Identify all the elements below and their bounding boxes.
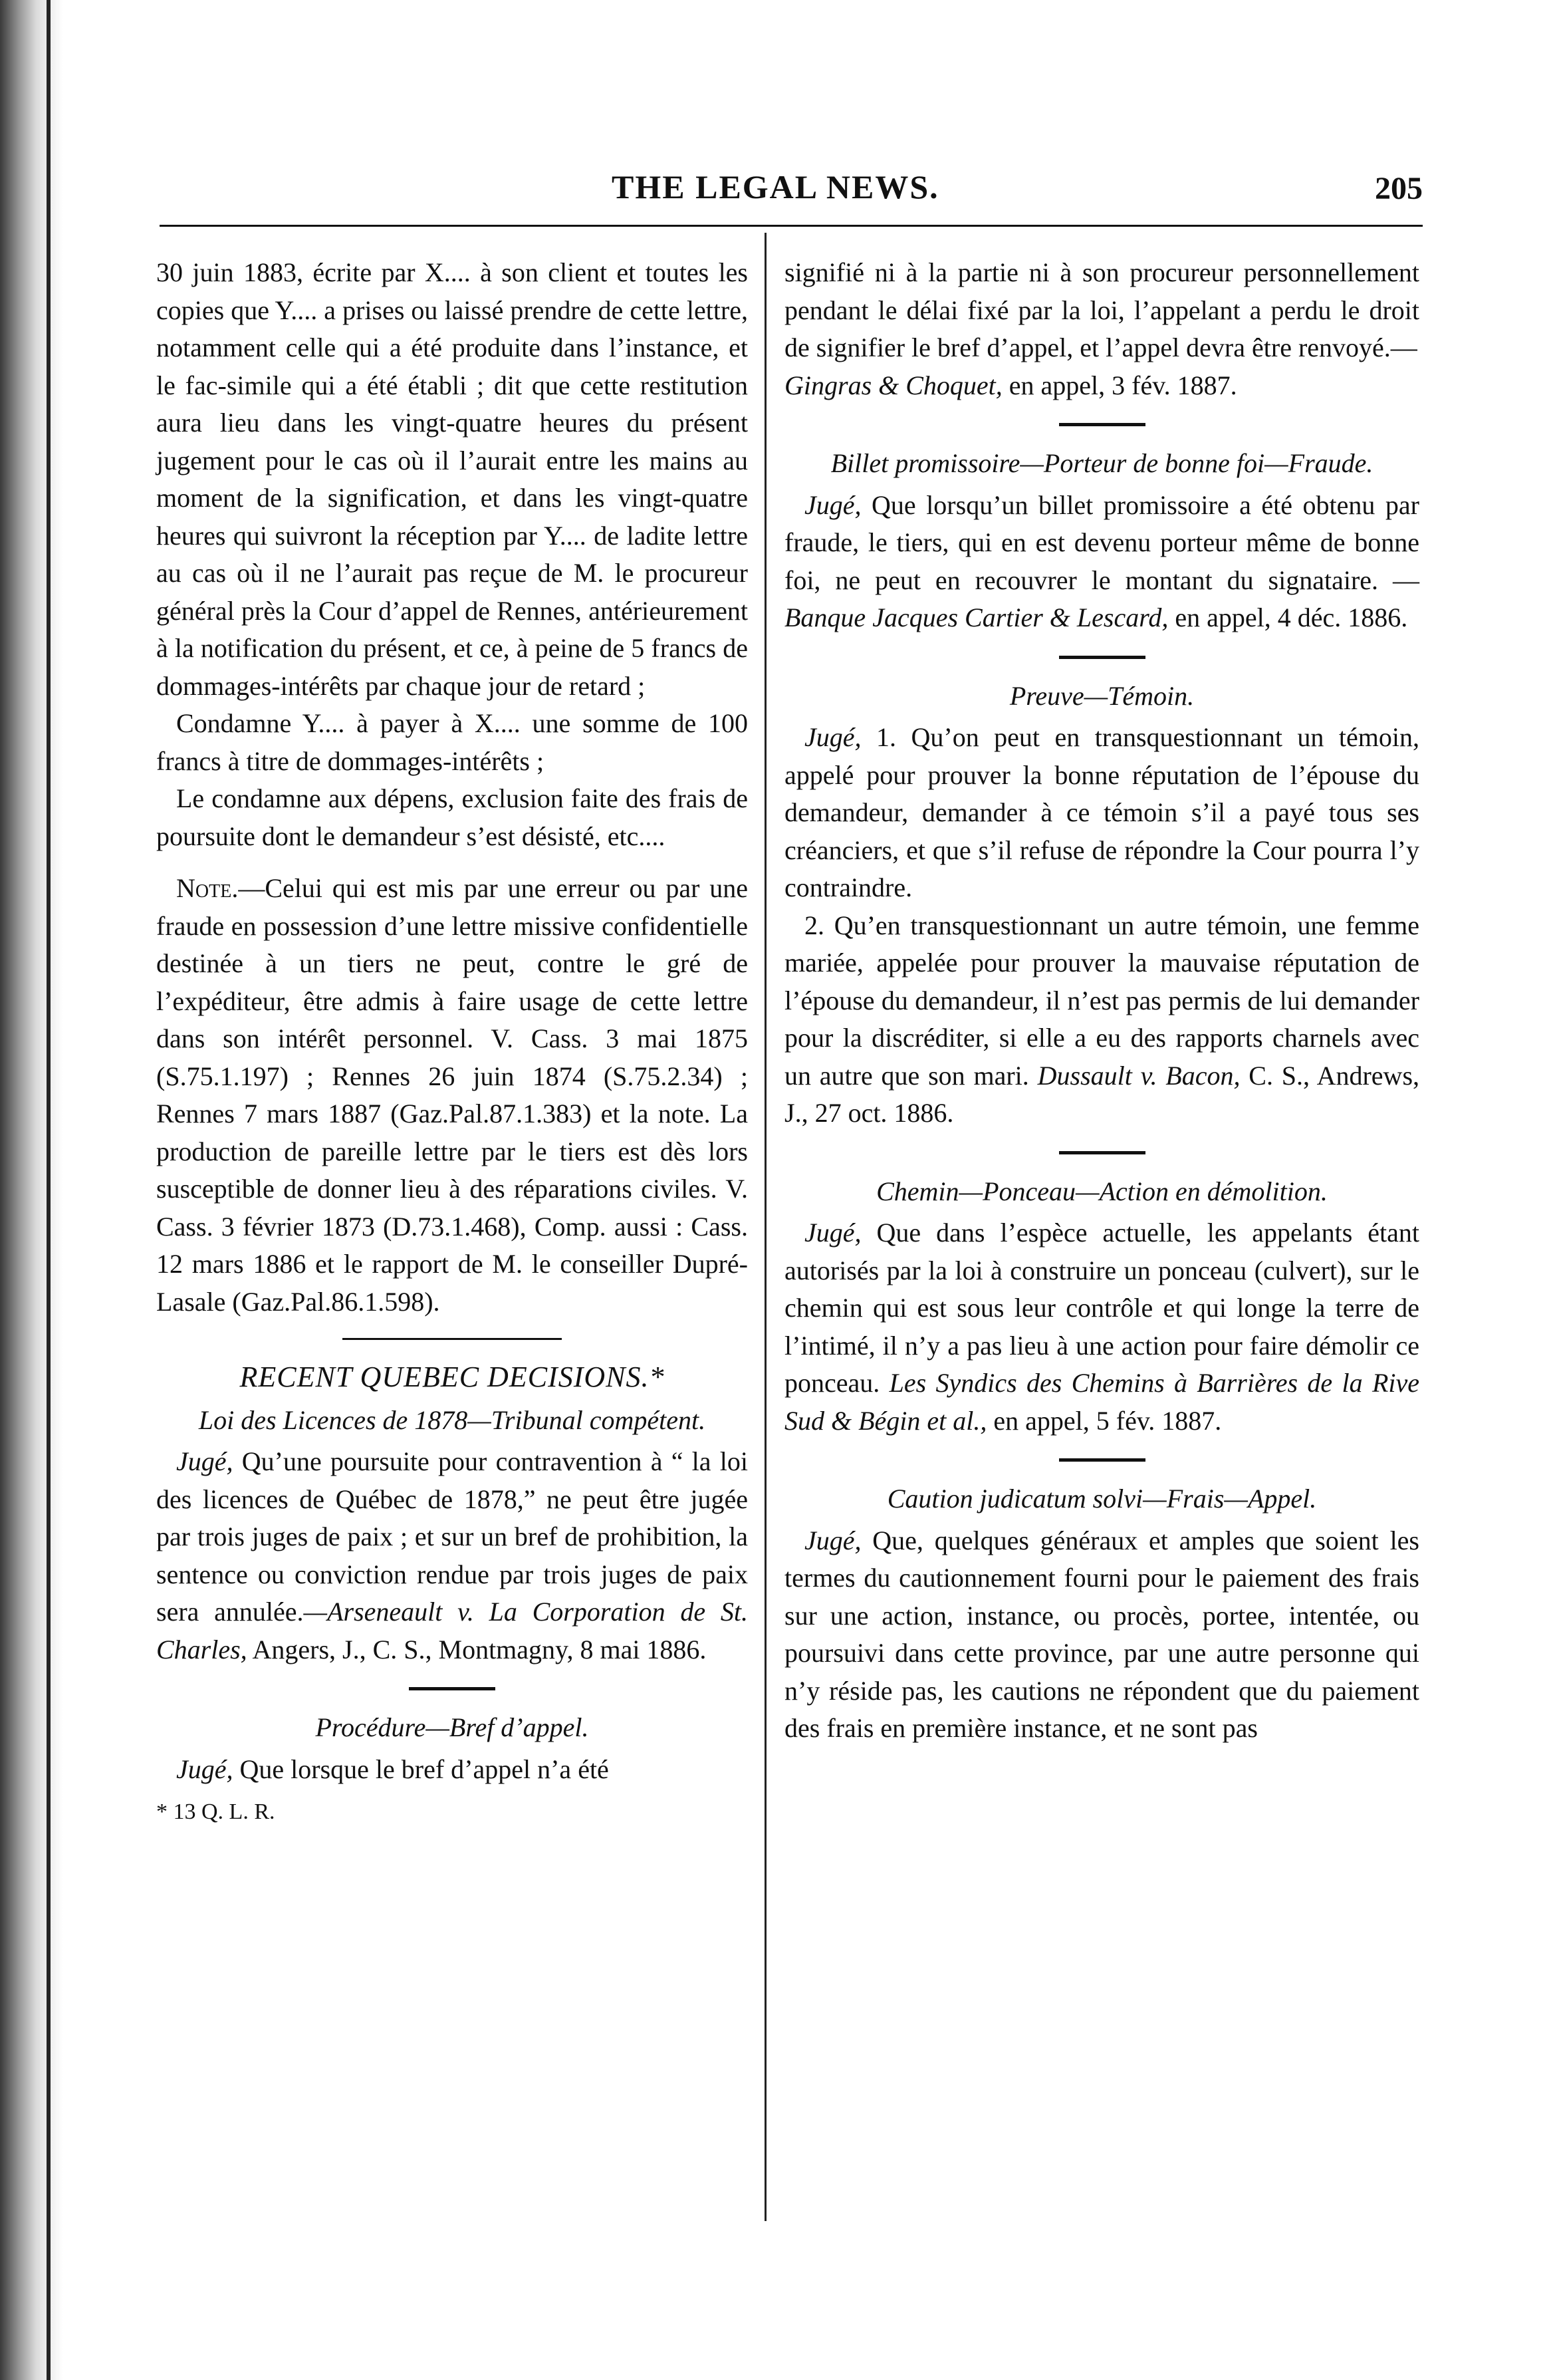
case-court: Angers, J., C. S., Montmagny, 8 mai 1886.: [247, 1634, 707, 1664]
case-heading-caution: Caution judicatum solvi—Frais—Appel.: [887, 1484, 1317, 1514]
right-column: [784, 254, 1419, 1748]
case-text: signifié ni à la partie ni à son procureur personnellement pendant le délai fixé par la loi, l’appelant a perdu le droit de signifier le bref d’appel, et l’appel devra être renvoyé.—: [784, 257, 1419, 362]
case-separator: [1059, 656, 1145, 659]
judgment-paragraph-1: 30 juin 1883, écrite par X.... à son client et toutes les copies que Y.... a prises ou laissé prendre de cette lettre, notamment celle qui a été produite dans l’instance, et le fac-simile qui a été établi ; dit que cette restitution aura lieu dans les vingt-quatre heures du présent jugement pour le cas où il l’aurait entre les mains au moment de la signification, et dans les vingt-quatre heures qui suivront la réception par Y.... de ladite lettre au cas où il ne l’aurait pas reçue de M. le procureur général près la Cour d’appel de Rennes, antérieurement à la notification du présent, et ce, à peine de 5 francs de dommages-intérêts par chaque jour de retard ;: [156, 257, 748, 701]
case-court: C. S., Andrews, J., 27 oct. 1886.: [784, 1060, 1420, 1128]
case-parties: Banque Jacques Cartier & Lescard,: [784, 602, 1169, 632]
judgment-paragraph-3: Le condamne aux dépens, exclusion faite des frais de poursuite dont le demandeur s’est désisté, etc....: [156, 783, 748, 851]
case-procedure-start: [156, 1751, 748, 1789]
case-heading-billet: Billet promissoire—Porteur de bonne foi—Fraude.: [830, 448, 1373, 478]
note-label: Note.: [176, 873, 239, 903]
case-court: en appel, 3 fév. 1887.: [1002, 370, 1237, 400]
case-chemin: [784, 1214, 1419, 1440]
juge-label: Jugé,: [176, 1754, 233, 1784]
case-text: Que, quelques généraux et amples que soient les termes du cautionnement fourni pour le paiement des frais sur une action, instance, ou procès, portee, intentée, ou poursuivi dans cette province, par une autre personne qui n’y réside pas, les cautions ne répondent que du paiement des frais en première instance, et ne sont pas: [784, 1525, 1419, 1743]
case-billet: [784, 487, 1419, 637]
case-parties: Les Syndics des Chemins à Barrières de la Rive Sud & Bégin et al.,: [784, 1368, 1419, 1436]
case-parties: Gingras & Choquet,: [784, 370, 1003, 400]
column-divider: [765, 233, 767, 2221]
case-parties: Dussault v. Bacon,: [1037, 1060, 1241, 1091]
note-paragraph: [156, 870, 748, 1321]
left-column: [156, 254, 748, 1831]
footnote: * 13 Q. L. R.: [156, 1799, 275, 1824]
scan-binding-edge: [0, 0, 63, 2380]
case-separator: [409, 1687, 495, 1690]
case-heading-chemin: Chemin—Ponceau—Action en démolition.: [876, 1176, 1328, 1206]
case-text: 1. Qu’on peut en transquestionnant un témoin, appelé pour prouver la bonne réputation de l’épouse du demandeur, demander à ce témoin s’il a payé tous ses créanciers, et que s’il refuse de répondre la Cour pourra l’y contraindre.: [784, 722, 1419, 902]
section-rule: [342, 1338, 562, 1340]
case-procedure-cont: [784, 254, 1419, 404]
header-rule: [160, 225, 1423, 227]
case-heading-preuve: Preuve—Témoin.: [1009, 680, 1195, 711]
page-number: 205: [1375, 171, 1423, 206]
case-text: Que lorsqu’un billet promissoire a été obtenu par fraude, le tiers, qui en est devenu porteur même de bonne foi, ne peut en recouvrer le montant du signataire. —: [784, 489, 1419, 595]
case-caution: [784, 1522, 1419, 1748]
case-court: en appel, 4 déc. 1886.: [1168, 602, 1408, 632]
binding-line: [47, 0, 51, 2380]
case-heading-procedure: Procédure—Bref d’appel.: [315, 1712, 589, 1742]
case-licences: [156, 1443, 748, 1668]
note-text: —Celui qui est mis par une erreur ou par une fraude en possession d’une lettre missive confidentielle destinée à un tiers ne peut, contre le gré de l’expéditeur, être admis à faire usage de cette lettre dans son intérêt personnel. V. Cass. 3 mai 1875 (S.75.1.197) ; Rennes 26 juin 1874 (S.75.2.34) ; Rennes 7 mars 1887 (Gaz.Pal.87.1.383) et la note. La production de pareille lettre par le tiers est dès lors susceptible de donner lieu à des réparations civiles. V. Cass. 3 février 1873 (D.73.1.468), Comp. aussi : Cass. 12 mars 1886 et le rapport de M. le conseiller Dupré-Lasale (Gaz.Pal.86.1.598).: [156, 873, 748, 1317]
juge-label: Jugé,: [804, 489, 862, 520]
case-text: Que lorsque le bref d’appel n’a été: [233, 1754, 609, 1784]
juge-label: Jugé,: [804, 1525, 862, 1555]
juge-label: Jugé,: [804, 1218, 862, 1248]
page-header: [160, 168, 1423, 214]
case-text: 2. Qu’en transquestionnant un autre témoin, une femme mariée, appelée pour prouver la mauvaise réputation de l’épouse du demandeur, il n’est pas permis de lui demander pour la discréditer, si elle a eu des rapports charnels avec un autre que son mari.: [784, 910, 1419, 1091]
judgment-paragraph-2: Condamne Y.... à payer à X.... une somme de 100 francs à titre de dommages-intérêts ;: [156, 708, 748, 776]
case-heading-licences: Loi des Licences de 1878—Tribunal compétent.: [198, 1404, 706, 1435]
section-title: RECENT QUEBEC DECISIONS.*: [239, 1361, 665, 1393]
case-text: Que dans l’espèce actuelle, les appelants étant autorisés par la loi à construire un ponceau (culvert), sur le chemin qui est sous leur contrôle et qui longe la terre de l’intimé, il n’y a pas lieu à une action pour faire démolir ce ponceau.: [784, 1218, 1419, 1398]
case-text: Qu’une poursuite pour contravention à “ la loi des licences de Québec de 1878,” ne peut être jugée par trois juges de paix ; et sur un bref de prohibition, la sentence ou conviction rendue par trois juges de paix sera annulée.: [156, 1446, 748, 1627]
juge-label: Jugé,: [176, 1446, 233, 1476]
case-court: en appel, 5 fév. 1887.: [987, 1405, 1222, 1436]
case-parties: —Arseneault v. La Corporation de St. Charles,: [156, 1597, 748, 1664]
case-separator: [1059, 423, 1145, 426]
case-separator: [1059, 1151, 1145, 1154]
running-title: THE LEGAL NEWS.: [612, 168, 939, 205]
juge-label: Jugé,: [804, 722, 862, 752]
case-separator: [1059, 1458, 1145, 1462]
case-preuve-1: [784, 719, 1419, 907]
case-preuve-2: [784, 907, 1419, 1132]
